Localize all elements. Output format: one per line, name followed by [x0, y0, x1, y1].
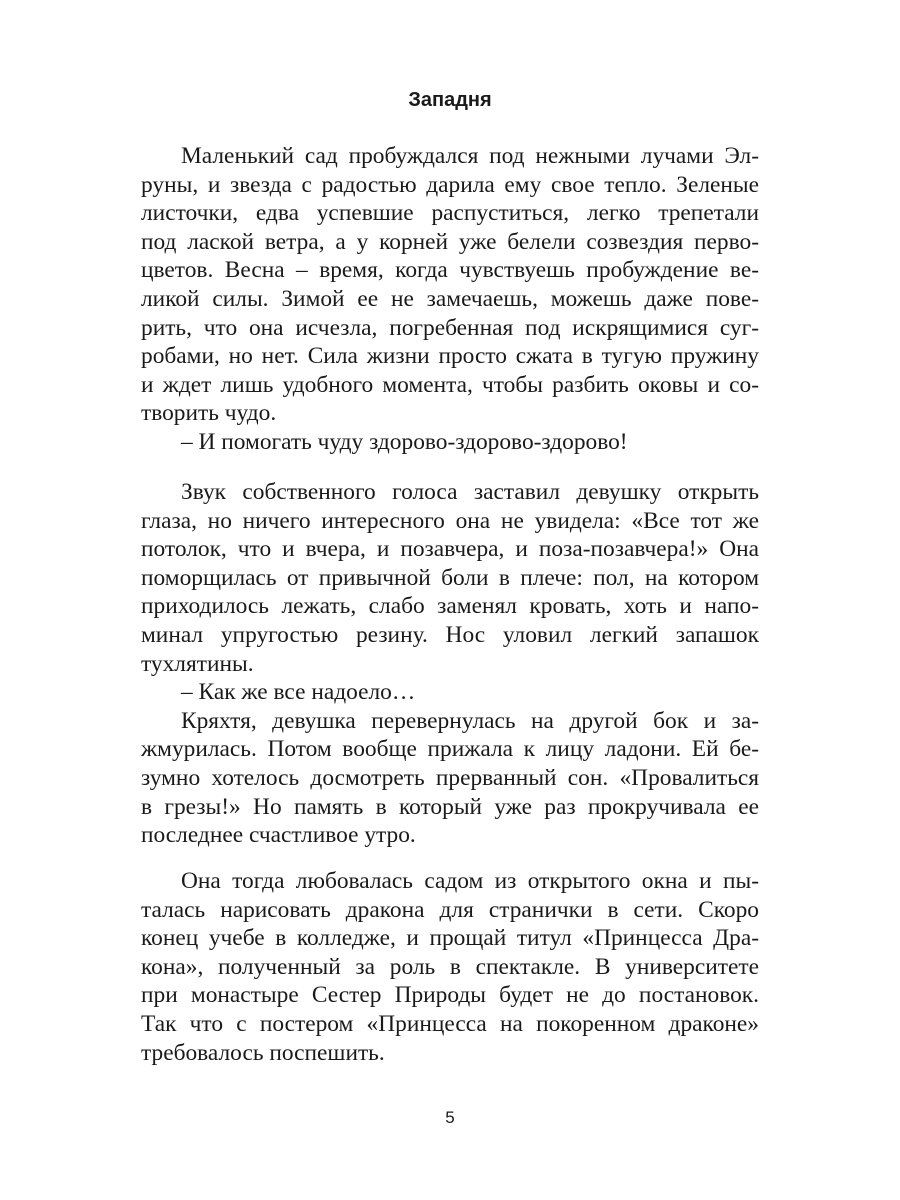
text-line: поморщилась от привычной боли в плече: пол, на котором: [141, 564, 759, 591]
text-line: Маленький сад пробуждался под нежными лучами Эл-: [181, 143, 759, 169]
text-line: глаза, но ничего интересного она не увидела: «Все тот же: [141, 507, 759, 534]
text-line: творить чудо.: [141, 400, 277, 427]
paragraph-block-1: [141, 142, 759, 457]
text-line: зумно хотелось досмотреть прерванный сон. «Провалиться: [141, 764, 759, 791]
text-line: – Как же все надоело…: [181, 679, 416, 706]
paragraph-block-3: [141, 867, 759, 1067]
text-line: листочки, едва успевшие распуститься, легко трепетали: [141, 200, 759, 227]
text-line: талась нарисовать дракона для странички в сети. Скоро: [141, 896, 759, 923]
text-line: Звук собственного голоса заставил девушку открыть: [181, 479, 759, 505]
text-line: Так что с постером «Принцесса на покоренном драконе»: [141, 1010, 759, 1037]
text-line: ликой силы. Зимой ее не замечаешь, можешь даже пове-: [141, 285, 759, 312]
text-line: робами, но нет. Сила жизни просто сжата в тугую пружину: [141, 343, 759, 370]
text-line: жмурилась. Потом вообще прижала к лицу ладони. Ей бе-: [141, 736, 759, 763]
text-line: тухлятины.: [141, 650, 254, 677]
text-line: конец учебе в колледже, и прощай титул «Принцесса Дра-: [141, 925, 759, 952]
text-line: требовалось поспешить.: [141, 1039, 385, 1066]
text-line: Кряхтя, девушка перевернулась на другой бок и за-: [181, 707, 759, 734]
text-line: под лаской ветра, а у корней уже белели созвездия перво-: [141, 228, 759, 255]
text-line: потолок, что и вчера, и позавчера, и поза-позавчера!» Она: [141, 536, 759, 563]
text-line: и ждет лишь удобного момента, чтобы разбить оковы и со-: [141, 371, 759, 398]
text-line: последнее счастливое утро.: [141, 822, 416, 849]
text-line: минал упругостью резину. Нос уловил легкий запашок: [141, 621, 759, 648]
text-line: при монастыре Сестер Природы будет не до постановок.: [141, 982, 759, 1009]
text-line: цветов. Весна – время, когда чувствуешь пробуждение ве-: [141, 257, 759, 284]
text-line: руны, и звезда с радостью дарила ему свое тепло. Зеленые: [141, 171, 759, 198]
text-line: Она тогда любовалась садом из открытого окна и пы-: [181, 868, 759, 894]
paragraph-block-2: [141, 478, 759, 850]
text-line: рить, что она исчезла, погребенная под искрящимися суг-: [141, 314, 759, 341]
chapter-title: Западня: [408, 89, 492, 111]
text-line: кона», полученный за роль в спектакле. В университете: [141, 953, 759, 980]
text-line: приходилось лежать, слабо заменял кровать, хоть и напо-: [141, 593, 759, 620]
text-line: – И помогать чуду здорово-здорово-здорово!: [181, 428, 628, 455]
page-number: 5: [445, 1108, 455, 1127]
text-line: в грезы!» Но память в который уже раз прокручивала ее: [141, 793, 759, 820]
